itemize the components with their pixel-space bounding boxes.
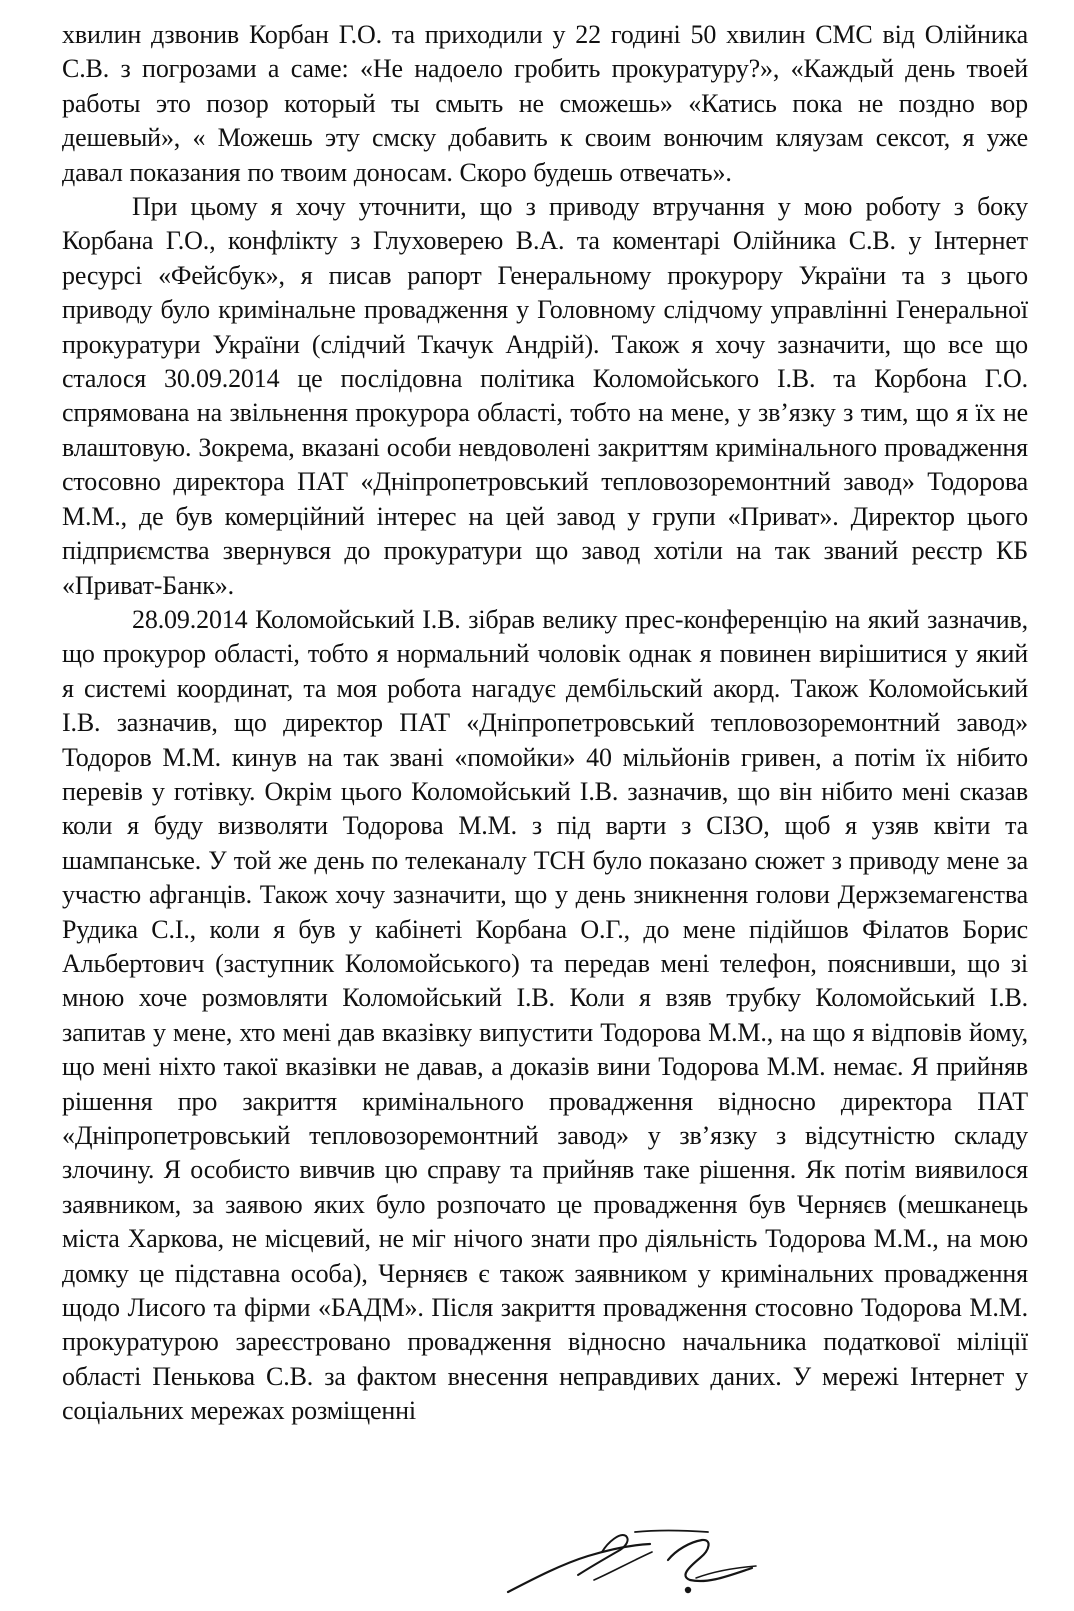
document-body <box>62 18 1028 1429</box>
paragraph-press-conference: 28.09.2014 Коломойський І.В. зібрав велику прес-конференцію на який зазначив, що прокурор області, тобто я нормальний чоловік однак я повинен вирішитися у який я системі координат, та моя робота нагадує дембільский акорд. Також Коломойський І.В. зазначив, що директор ПАТ «Дніпропетровський тепловозоремонтний завод» Тодоров М.М. кинув на так звані «помойки» 40 мільйонів гривен, а потім їх нібито перевів у готівку. Окрім цього Коломойський І.В. зазначив, що він нібито мені сказав коли я буду визволяти Тодорова М.М. з під варти з СІЗО, щоб я узяв квіти та шампанське. У той же день по телеканалу ТСН було показано сюжет з приводу мене за участю афганців. Також хочу зазначити, що у день зникнення голови Держземагенства Рудика С.І., коли я був у кабінеті Корбана О.Г., до мене підійшов Філатов Борис Альбертович (заступник Коломойського) та передав мені телефон, пояснивши, що зі мною хоче розмовляти Коломойський І.В. Коли я взяв трубку Коломойський І.В. запитав у мене, хто мені дав вказівку випустити Тодорова М.М., на що я відповів йому, що мені ніхто такої вказівки не давав, а доказів вини Тодорова М.М. немає. Я прийняв рішення про закриття кримінального провадження відносно директора ПАТ «Дніпропетровський тепловозоремонтний завод» у зв’язку з відсутністю складу злочину. Я особисто вивчив цю справу та прийняв таке рішення. Як потім виявилося заявником, за заявою яких було розпочато це провадження був Черняєв (мешканець міста Харкова, не місцевий, не міг нічого знати про діяльність Тодорова М.М., на мою домку це підставна особа), Черняєв є також заявником у кримінальних провадження щодо Лисого та фірми «БАДМ». Після закриття провадження стосовно Тодорова М.М. прокуратурою зареєстровано провадження відносно начальника податкової міліції області Пенькова С.В. за фактом внесення неправдивих даних. У мережі Інтернет у соціальних мережах розміщенні <box>62 604 1028 1426</box>
paragraph-sms-threats: хвилин дзвонив Корбан Г.О. та приходили у 22 годині 50 хвилин СМС від Олійника С.В. з погрозами а саме: «Не надоело гробить прокуратуру?», «Каждый день твоей работы это позор который ты смыть не сможешь» «Катись пока не поздно вор дешевый», « Можешь эту смску добавить к своим вонючим кляузам сексот, я уже давал показания по твоим доносам. Скоро будешь отвечать». <box>62 20 1028 187</box>
handwritten-signature <box>490 1520 790 1608</box>
paragraph-report-and-policy: При цьому я хочу уточнити, що з приводу втручання у мою роботу з боку Корбана Г.О., конфлікту з Глуховерею В.А. та коментарі Олійника С.В. у Інтернет ресурсі «Фейсбук», я писав рапорт Генеральному прокурору України та з цього приводу було кримінальне провадження у Головному слідчому управлінні Генеральної прокуратури України (слідчий Ткачук Андрій). Також я хочу зазначити, що все що сталося 30.09.2014 це послідовна політика Коломойського І.В. та Корбона Г.О. спрямована на звільнення прокурора області, тобто на мене, у зв’язку з тим, що я їх не влаштовую. Зокрема, вказані особи невдоволені закриттям кримінального провадження стосовно директора ПАТ «Дніпропетровський тепловозоремонтний завод» Тодорова М.М., де був комерційний інтерес на цей завод у групи «Приват». Директор цього підприємства звернувся до прокуратури що завод хотіли на так званий реєстр КБ «Приват-Банк». <box>62 192 1028 600</box>
